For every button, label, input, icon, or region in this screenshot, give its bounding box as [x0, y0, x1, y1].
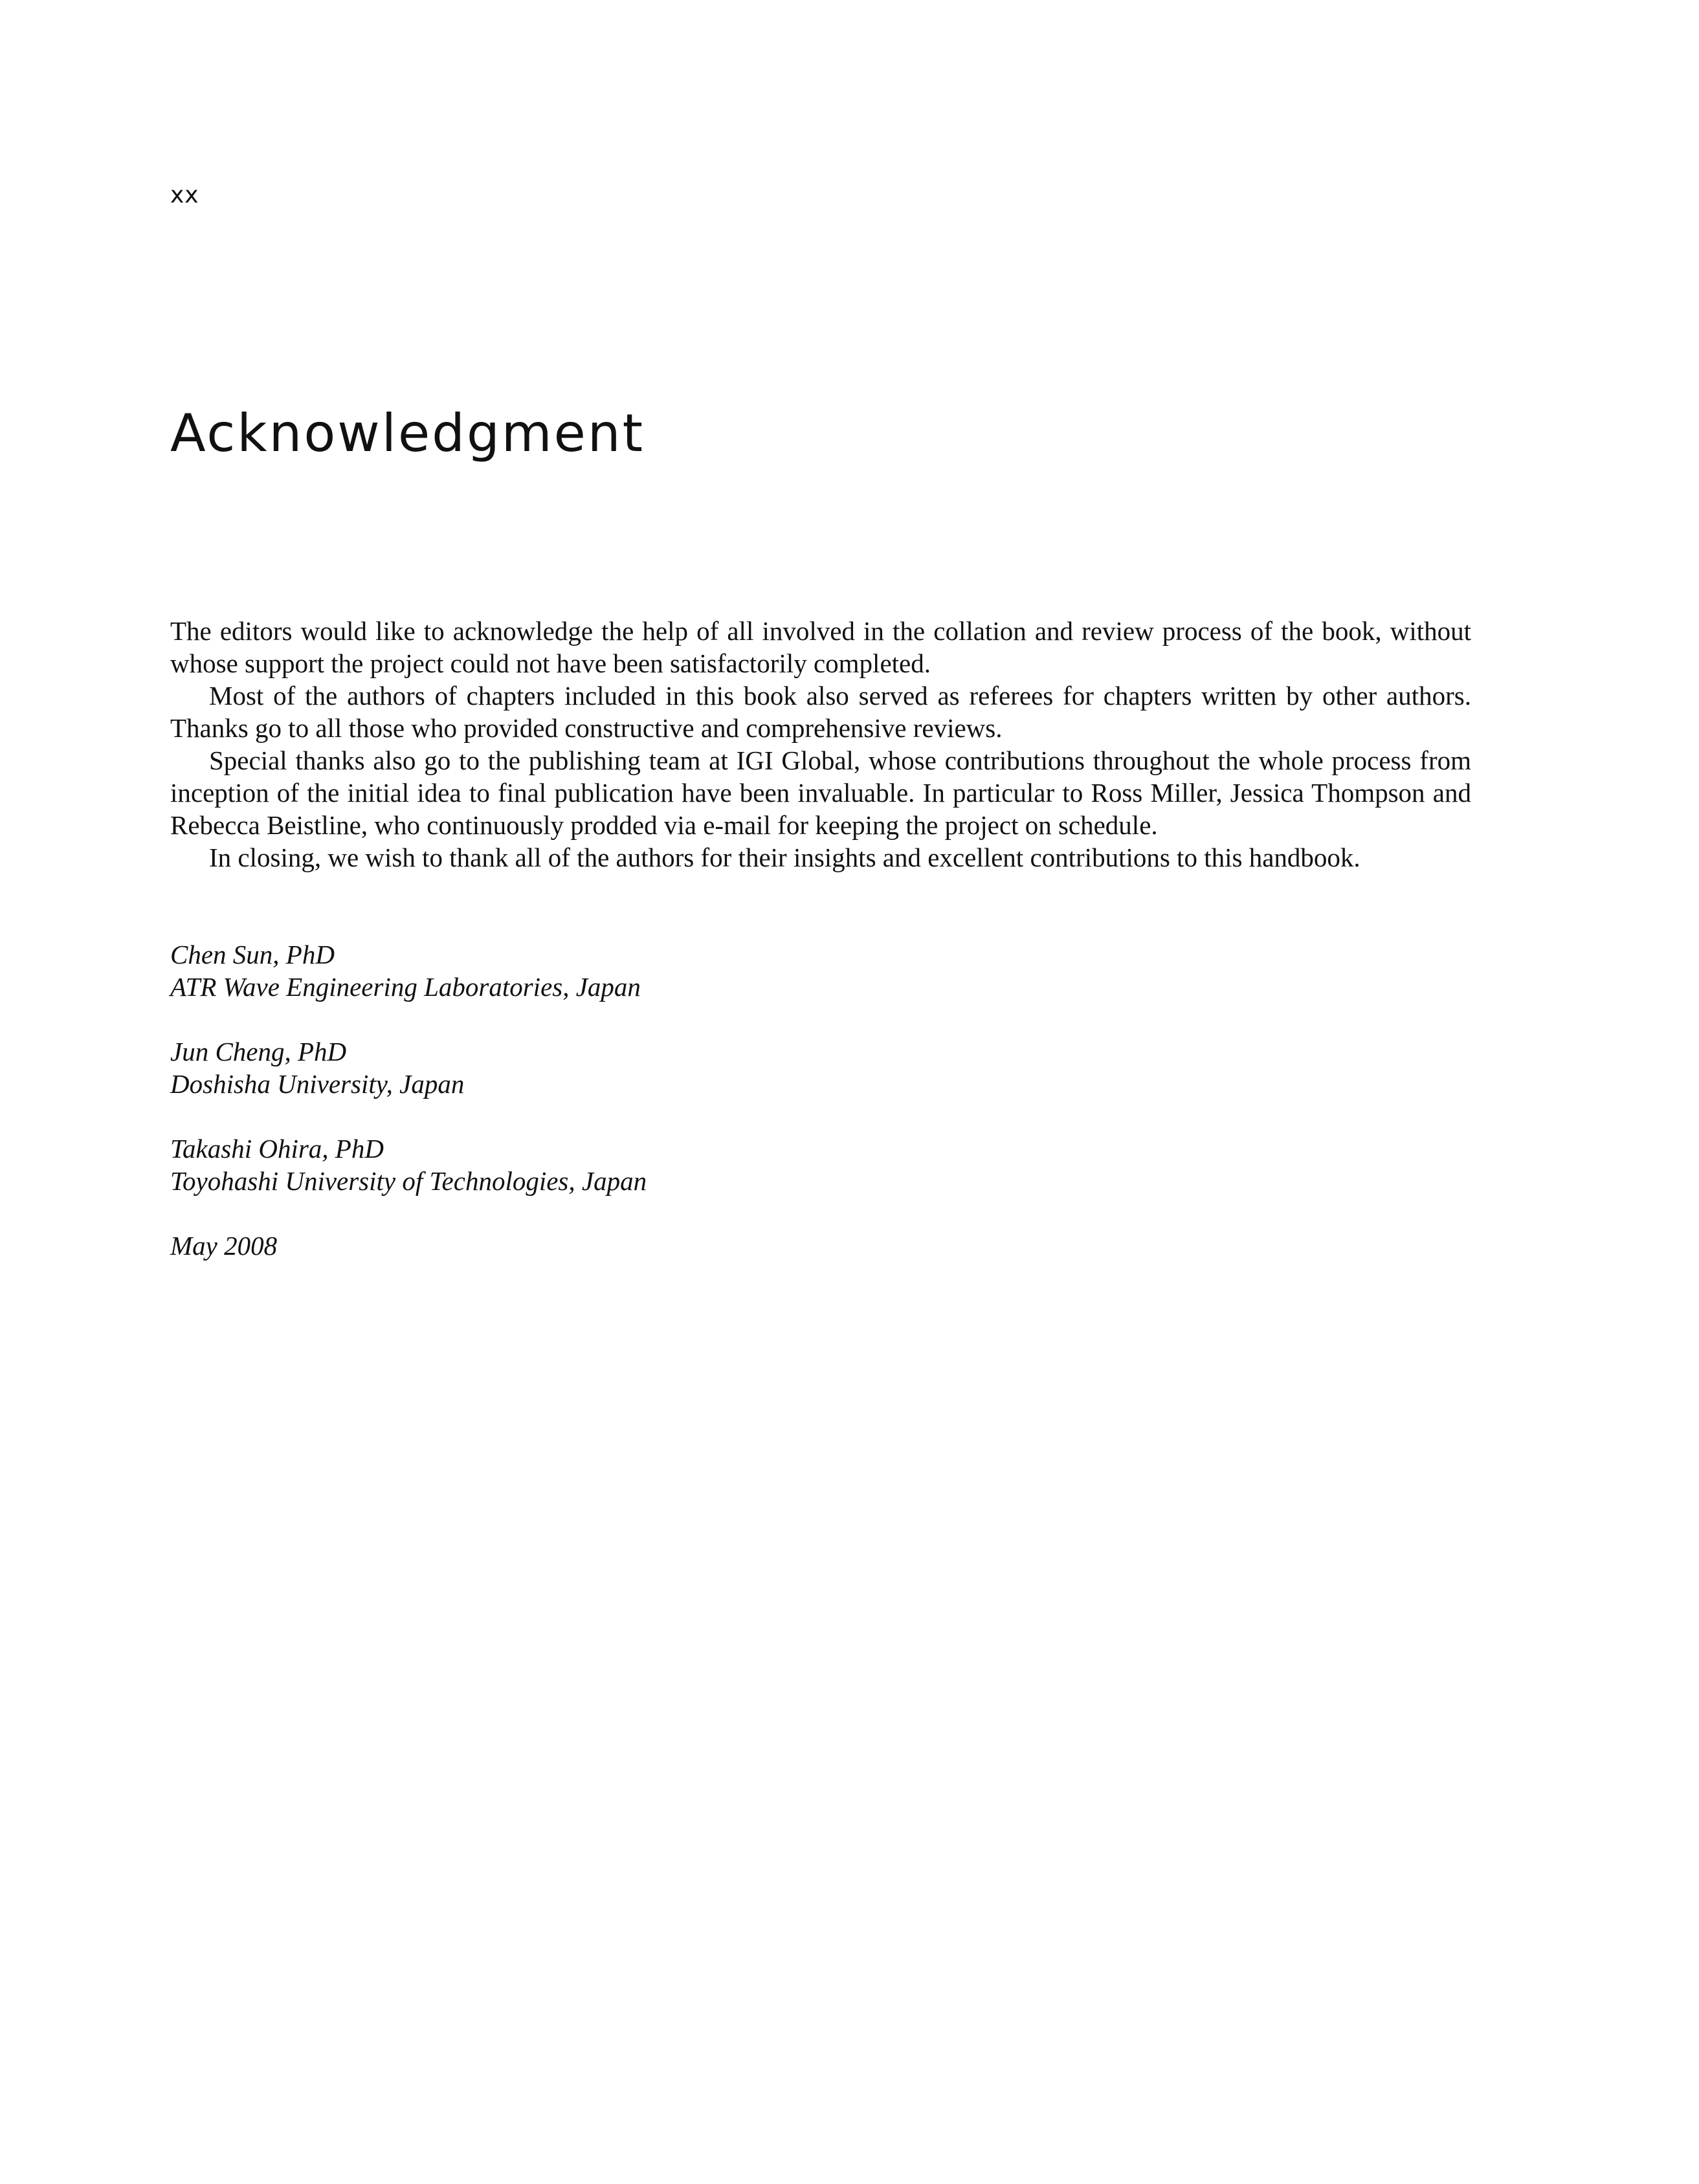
- paragraph: In closing, we wish to thank all of the authors for their insights and excellent contributions to this handbook.: [209, 843, 1360, 872]
- signature-date: [170, 1230, 647, 1262]
- signature-block: [170, 1132, 647, 1197]
- page-title: Acknowledgment: [170, 403, 645, 463]
- paragraph: Most of the authors of chapters included in this book also served as referees for chapters written by other authors. Thanks go to all those who provided constructive and comprehensive reviews.: [170, 681, 1471, 743]
- paragraph: Special thanks also go to the publishing team at IGI Global, whose contributions throughout the whole process from inception of the initial idea to final publication have been invaluable. In particular to Ross Miller, Jessica Thompson and Rebecca Beistline, who continuously prodded via e-mail for keeping the project on schedule.: [170, 745, 1471, 840]
- editor-name: Chen Sun, PhD: [170, 940, 335, 969]
- date: May 2008: [170, 1231, 278, 1261]
- signature-block: [170, 1035, 647, 1100]
- acknowledgment-body: [170, 615, 1471, 874]
- editor-affiliation: ATR Wave Engineering Laboratories, Japan: [170, 972, 641, 1002]
- editor-name: Takashi Ohira, PhD: [170, 1134, 384, 1164]
- editor-affiliation: Doshisha University, Japan: [170, 1069, 465, 1099]
- editor-affiliation: Toyohashi University of Technologies, Japan: [170, 1166, 647, 1196]
- paragraph: The editors would like to acknowledge the help of all involved in the collation and review process of the book, without whose support the project could not have been satisfactorily completed.: [170, 616, 1471, 678]
- page-number: xx: [170, 182, 199, 208]
- signature-block: [170, 938, 647, 1003]
- editor-name: Jun Cheng, PhD: [170, 1037, 347, 1066]
- signatures: [170, 938, 647, 1294]
